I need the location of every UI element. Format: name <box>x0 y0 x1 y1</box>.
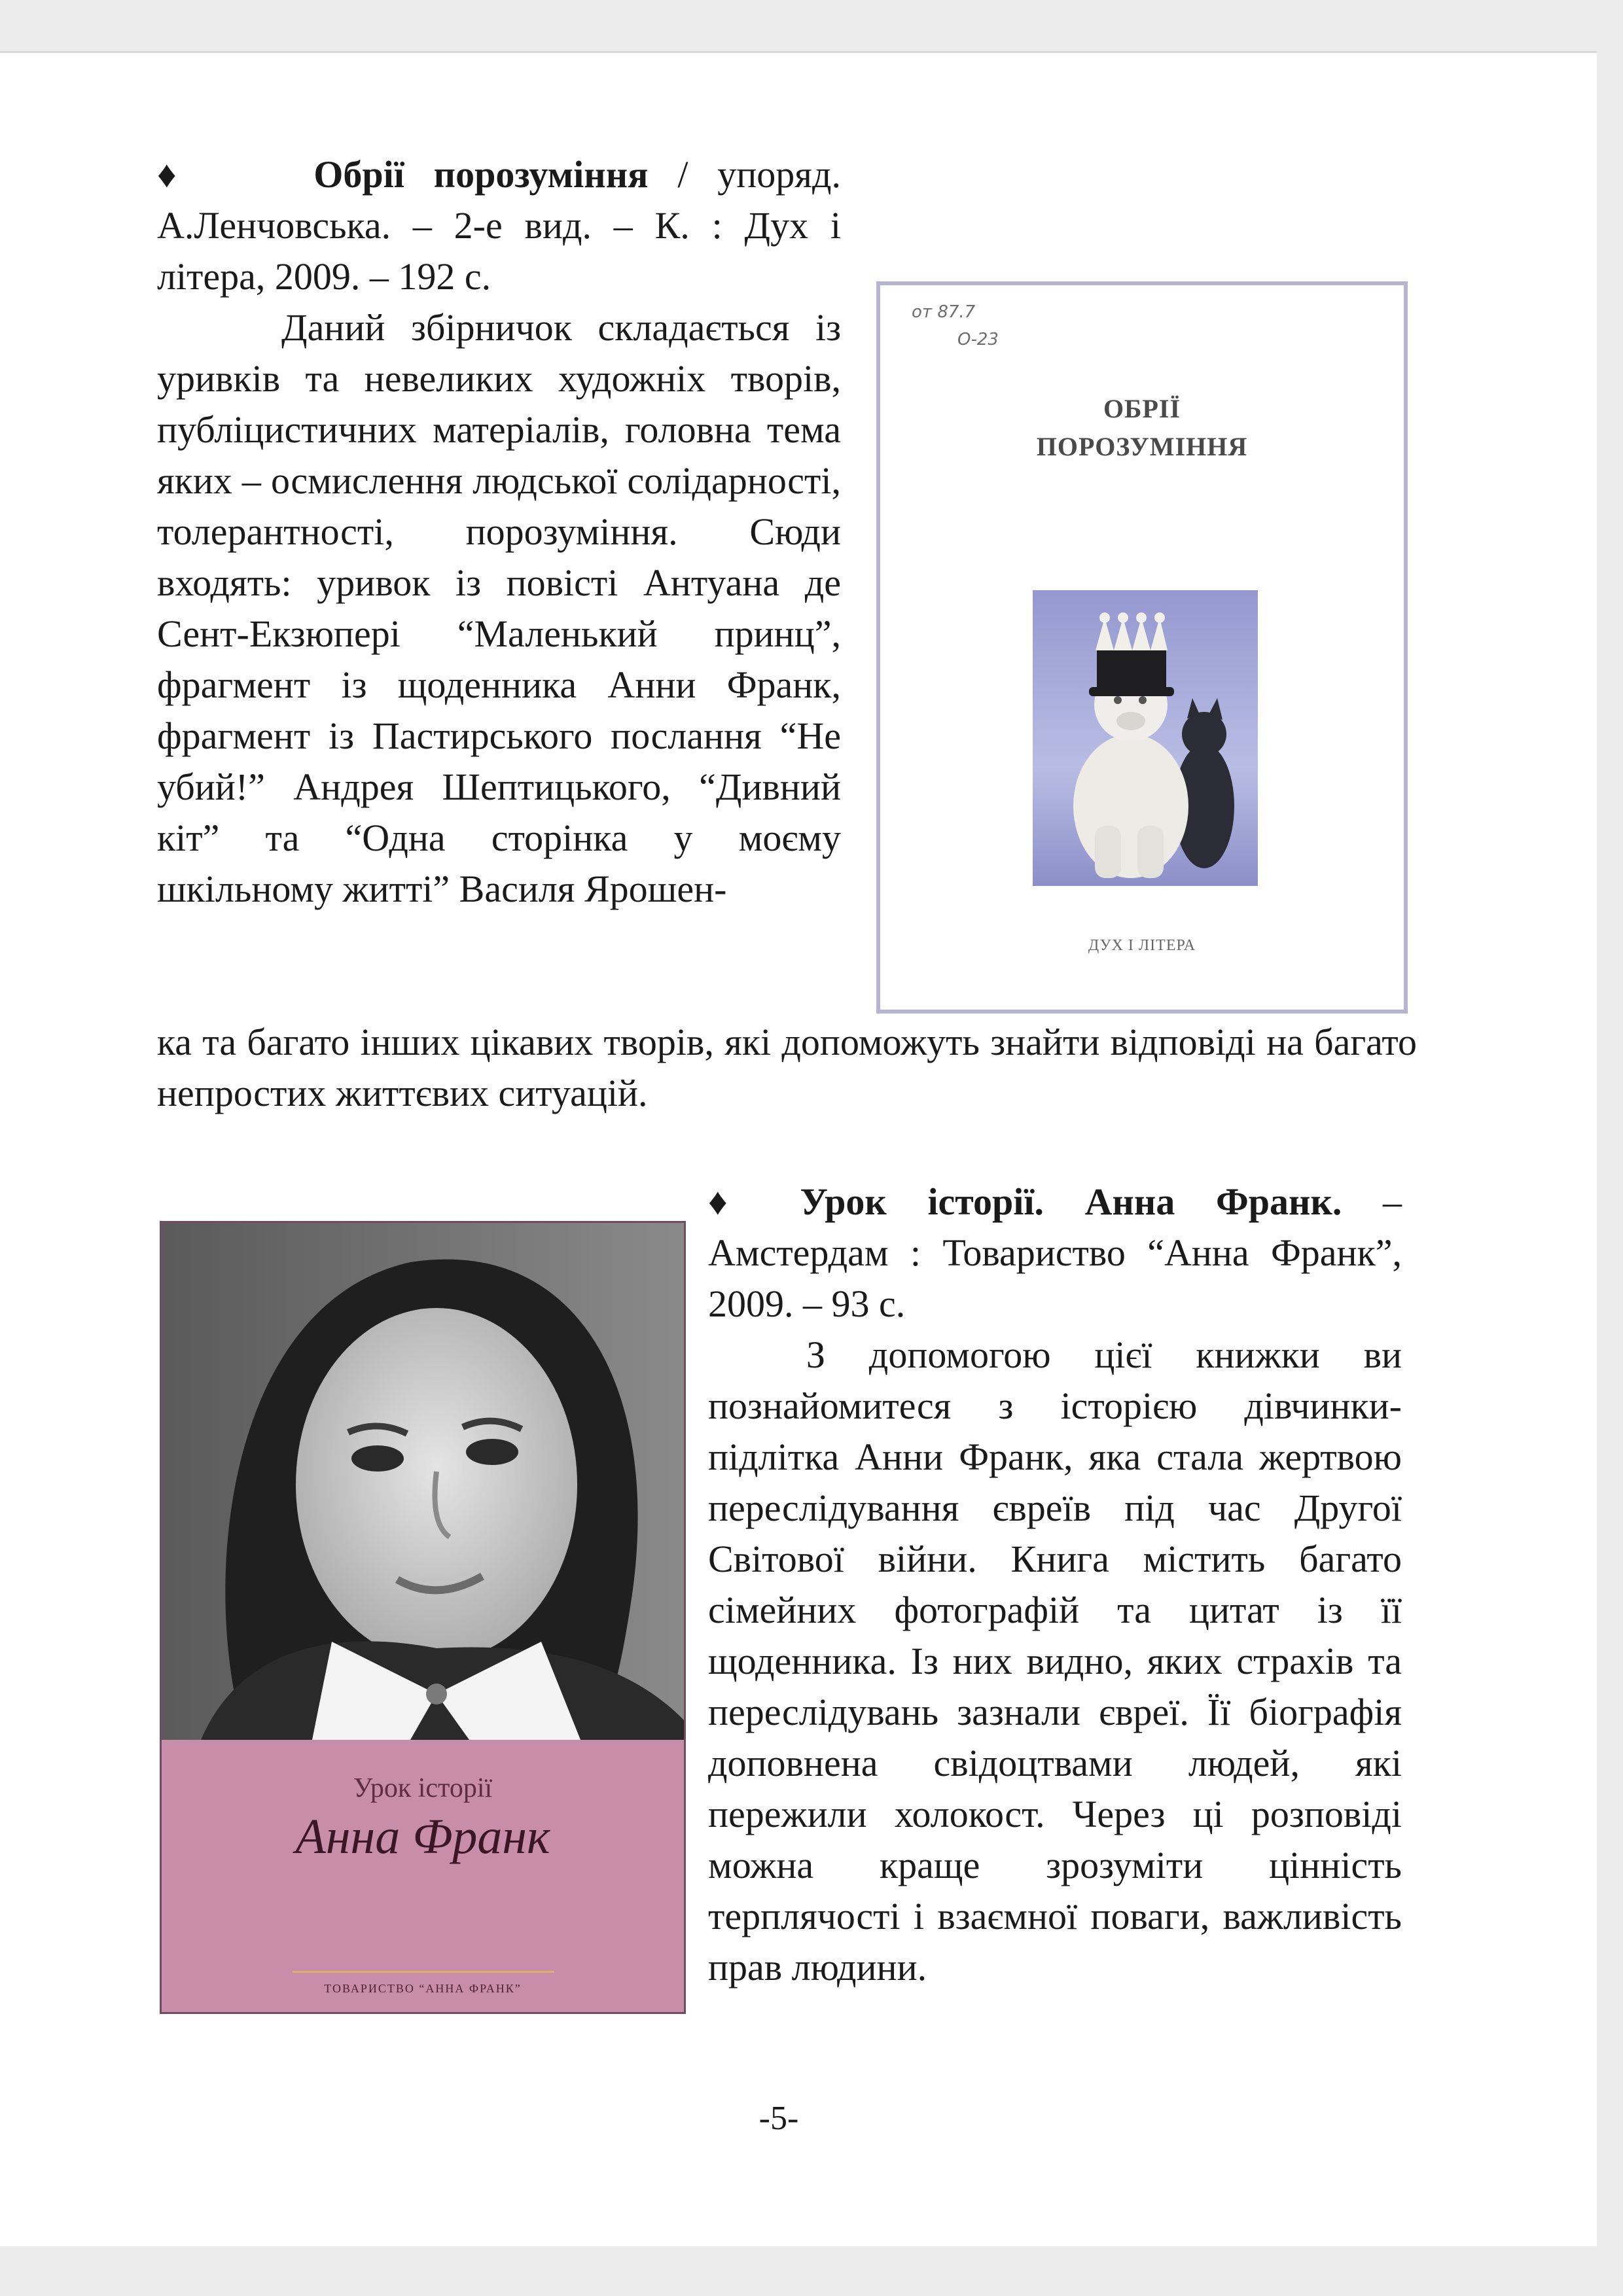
entry1-annotation-continued: ка та багато інших цікавих творів, які допоможуть знайти відповіді на багато непростих життєвих ситуацій. <box>157 1021 1417 1114</box>
page-top-border <box>0 51 1597 53</box>
document-page <box>0 51 1597 2246</box>
shelf-mark-line2: О-23 <box>957 330 999 349</box>
entry1-annotation-text: Даний збірничок складається із уривків та невеликих художніх творів, публіцистичних матеріалів, головна тема яких – осмислення людської солідарності, толерантності, порозуміння. Сюди входять: уривок із повісті Антуана де Сент-Екзюпері “Маленький принц”, фрагмент із щоденника Анни Франк, фрагмент із Пастирського послання “Не убий!” Андрея Шептицького, “Дивний кіт” та “Одна сторінка у моєму шкільному житті” Василя Ярошен- <box>157 306 841 910</box>
cover2-subtitle: Урок історії <box>353 1773 493 1803</box>
entry1-bibliographic-details: / упоряд. А.Ленчовська. – 2-е вид. – К. : Дух і літера, 2009. – 192 с. <box>157 153 841 298</box>
cover1-title-line2: ПОРОЗУМІННЯ <box>1036 432 1248 461</box>
bullet-icon: ♦ <box>157 153 196 196</box>
entry1-title: Обрії порозуміння <box>313 153 649 196</box>
entry2-annotation-text: З допомогою цієї книжки ви познайомитеся з історією дівчинки-підлітка Анни Франк, яка стала жертвою переслідування євреїв під час Другої Світової війни. Книга містить багато сімейних фотографій та цитат із її щоденника. Із них видно, яких страхів та переслідувань зазнали євреї. Її біографія доповнена свідоцтвами людей, які пережили холокост. Через ці розповіді можна краще зрозуміти цінність терплячості і взаємної поваги, важливість прав людини. <box>708 1333 1402 1988</box>
cover2-title: Анна Франк <box>295 1809 550 1864</box>
cover2-publisher: ТОВАРИСТВО “АННА ФРАНК” <box>324 1982 522 1995</box>
cover1-title <box>880 390 1404 466</box>
book-cover-obrii-porozuminnia <box>876 281 1408 1014</box>
entry2-citation <box>708 1176 1402 1330</box>
entry2-bibliographic-details: – Амстердам : Товариство “Анна Франк”, 2009. – 93 с. <box>708 1180 1402 1325</box>
cover1-publisher: ДУХ І ЛІТЕРА <box>1088 937 1196 954</box>
bullet-icon: ♦ <box>708 1180 759 1223</box>
cover2-decorative-rule <box>293 1971 554 1973</box>
entry2-title: Урок історії. Анна Франк. <box>800 1180 1342 1223</box>
entry2-annotation <box>708 1330 1402 1993</box>
page-number: -5- <box>758 2100 799 2137</box>
book-cover-anna-frank <box>160 1221 686 2014</box>
entry1-citation <box>157 149 841 302</box>
ceramic-figure-photo <box>1033 590 1258 886</box>
entry1-annotation <box>157 302 841 915</box>
cover1-title-line1: ОБРІЇ <box>1103 394 1181 423</box>
anna-frank-portrait-photo <box>162 1223 684 1740</box>
shelf-mark-line1: от 87.7 <box>912 302 976 322</box>
shelf-mark <box>912 298 999 353</box>
